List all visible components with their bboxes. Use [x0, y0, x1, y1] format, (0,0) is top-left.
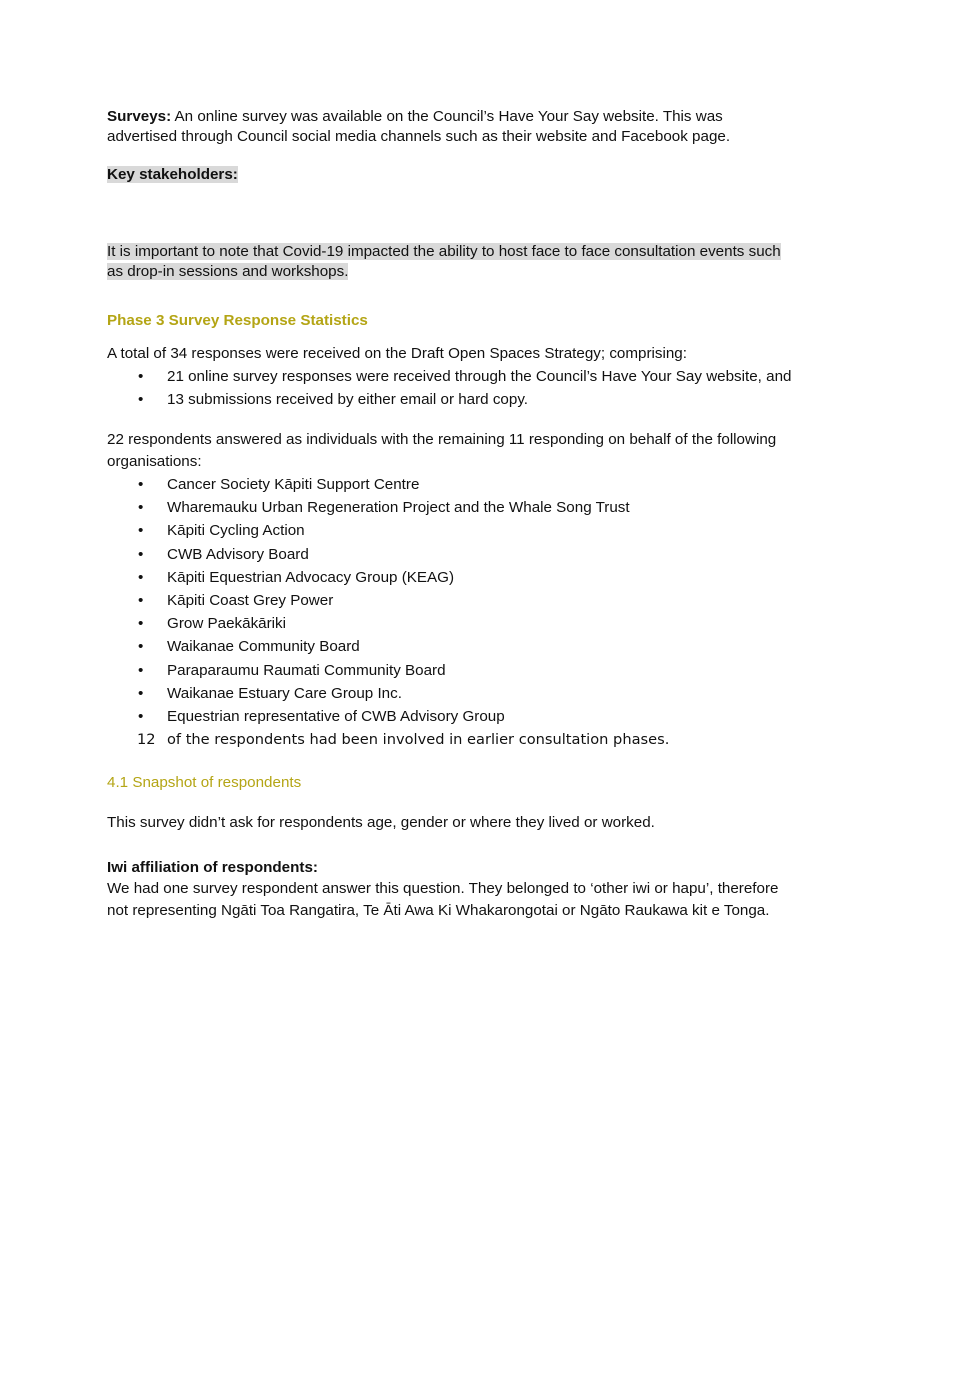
list-item-text: CWB Advisory Board: [167, 545, 309, 563]
snapshot-section: [107, 773, 867, 793]
phase3-section: [107, 311, 867, 331]
list-item: [107, 635, 867, 658]
list-item: [107, 388, 867, 411]
phase3-bullet-list: [107, 365, 867, 411]
list-item-text: Kāpiti Equestrian Advocacy Group (KEAG): [167, 568, 455, 586]
bullet-icon: •: [138, 661, 144, 679]
list-item-text: Paraparaumu Raumati Community Board: [167, 661, 446, 679]
list-item: [107, 473, 867, 496]
bullet-icon: •: [138, 391, 144, 409]
phase3-body: [107, 344, 867, 411]
bullet-icon: •: [138, 684, 144, 702]
bullet-icon: •: [138, 568, 144, 586]
surveys-label: Surveys:: [107, 108, 172, 125]
organisations-intro-line2: organisations:: [107, 453, 202, 470]
earlier-consultation-row: [107, 728, 867, 751]
list-item-text: Cancer Society Kāpiti Support Centre: [167, 476, 420, 493]
bullet-icon: •: [138, 545, 144, 563]
list-item-text: Wharemauku Urban Regeneration Project and the Whale Song Trust: [167, 499, 630, 517]
bullet-icon: •: [138, 368, 144, 385]
iwi-text-line2: not representing Ngāti Toa Rangatira, Te Āti Awa Ki Whakarongotai or Ngāto Raukawa kit e Tonga.: [107, 902, 770, 919]
earlier-consultation-text: of the respondents had been involved in earlier consultation phases.: [167, 731, 670, 749]
iwi-heading: Iwi affiliation of respondents:: [107, 859, 318, 876]
bullet-icon: •: [138, 707, 144, 725]
snapshot-text: This survey didn’t ask for respondents age, gender or where they lived or worked.: [107, 814, 655, 831]
list-item: [107, 543, 867, 566]
bullet-icon: •: [138, 615, 144, 633]
key-stakeholders-section: [107, 165, 867, 185]
key-stakeholders-label: Key stakeholders:: [107, 166, 238, 183]
list-item: [107, 682, 867, 705]
covid-note: [107, 242, 867, 282]
list-item: [107, 659, 867, 682]
snapshot-body: [107, 813, 867, 833]
bullet-icon: •: [138, 638, 144, 656]
covid-note-line1: It is important to note that Covid-19 impacted the ability to host face to face consultation events such: [107, 243, 781, 260]
iwi-text-line1: We had one survey respondent answer this question. They belonged to ‘other iwi or hapu’, therefore: [107, 880, 779, 897]
list-item: [107, 496, 867, 519]
list-item-text: Waikanae Community Board: [167, 638, 360, 656]
list-item: [107, 612, 867, 635]
covid-note-line2: as drop-in sessions and workshops.: [107, 263, 349, 280]
list-item-text: 21 online survey responses were received through the Council’s Have Your Say website, and: [167, 368, 792, 385]
list-item-text: Kāpiti Cycling Action: [167, 522, 305, 540]
surveys-paragraph: [107, 107, 867, 147]
phase3-intro: A total of 34 responses were received on the Draft Open Spaces Strategy; comprising:: [107, 345, 687, 362]
surveys-text-line2: advertised through Council social media channels such as their website and Facebook page.: [107, 128, 731, 145]
earlier-consultation-count: 12: [137, 731, 156, 749]
list-item-text: Grow Paekākāriki: [167, 615, 287, 633]
bullet-icon: •: [138, 499, 144, 517]
organisations-intro-line1: 22 respondents answered as individuals with the remaining 11 responding on behalf of the following: [107, 431, 777, 448]
surveys-text-line1: An online survey was available on the Council’s Have Your Say website. This was: [171, 108, 723, 125]
organisations-bullet-list: [107, 473, 867, 728]
phase3-heading: Phase 3 Survey Response Statistics: [107, 312, 368, 329]
list-item: [107, 519, 867, 542]
list-item-text: 13 submissions received by either email or hard copy.: [167, 391, 529, 409]
list-item: [107, 705, 867, 728]
list-item-text: Equestrian representative of CWB Advisory Group: [167, 707, 505, 725]
bullet-icon: •: [138, 591, 144, 609]
bullet-icon: •: [138, 522, 144, 540]
list-item: [107, 566, 867, 589]
list-item: [107, 365, 867, 388]
list-item-text: Kāpiti Coast Grey Power: [167, 591, 334, 609]
snapshot-heading: 4.1 Snapshot of respondents: [107, 774, 302, 791]
iwi-section: [107, 857, 867, 922]
bullet-icon: •: [138, 476, 144, 493]
organisations-section: [107, 429, 867, 751]
list-item-text: Waikanae Estuary Care Group Inc.: [167, 684, 402, 702]
list-item: [107, 589, 867, 612]
